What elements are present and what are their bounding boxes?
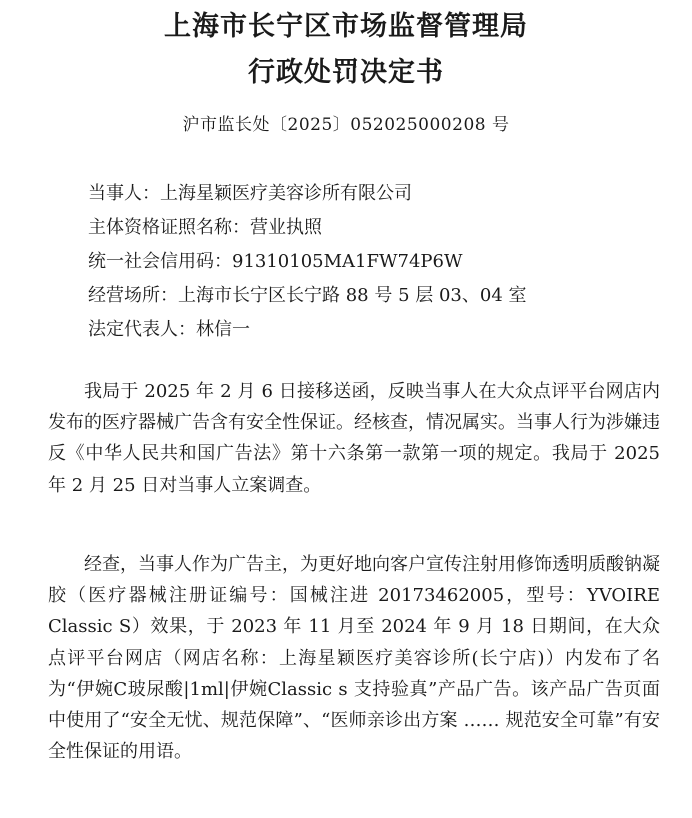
party-credit-code: 统一社会信用码：91310105MA1FW74P6W xyxy=(88,251,463,272)
party-info-block xyxy=(88,177,527,347)
paragraph-case-origin: 我局于 2025 年 2 月 6 日接移送函，反映当事人在大众点评平台网店内发布的医疗器械广告含有安全性保证。经核查，情况属实。当事人行为涉嫌违反《中华人民共和国广告法》第十六条第一款第一项的规定。我局于 2025 年 2 月 25 日对当事人立案调查。 xyxy=(48,381,660,496)
document-number: 沪市监长处〔2025〕052025000208 号 xyxy=(182,115,510,135)
party-name: 当事人：上海星颖医疗美容诊所有限公司 xyxy=(88,183,412,204)
party-address: 经营场所：上海市长宁区长宁路 88 号 5 层 03、04 室 xyxy=(88,285,527,306)
party-legal-representative: 法定代表人：林信一 xyxy=(88,319,250,340)
document-title-type: 行政处罚决定书 xyxy=(248,57,444,88)
document-title-agency: 上海市长宁区市场监督管理局 xyxy=(164,11,528,42)
paragraph-investigation-findings: 经查，当事人作为广告主，为更好地向客户宣传注射用修饰透明质酸钠凝胶（医疗器械注册证编号：国械注进 20173462005，型号：YVOIRE Classic S）效果，于 2023 年 11 月至 2024 年 9 月 18 日期间，在大众点评平台网店（网店名称：上海星颖医疗美容诊所(长宁店)）内发布了名为“伊婉C玻尿酸|1ml|伊婉Classic s 支持验真”产品广告。该产品广告页面中使用了“安全无忧、规范保障”、“医师亲诊出方案 …… 规范安全可靠”有安全性保证的用语。 xyxy=(48,554,660,763)
party-license-type: 主体资格证照名称：营业执照 xyxy=(88,217,322,238)
